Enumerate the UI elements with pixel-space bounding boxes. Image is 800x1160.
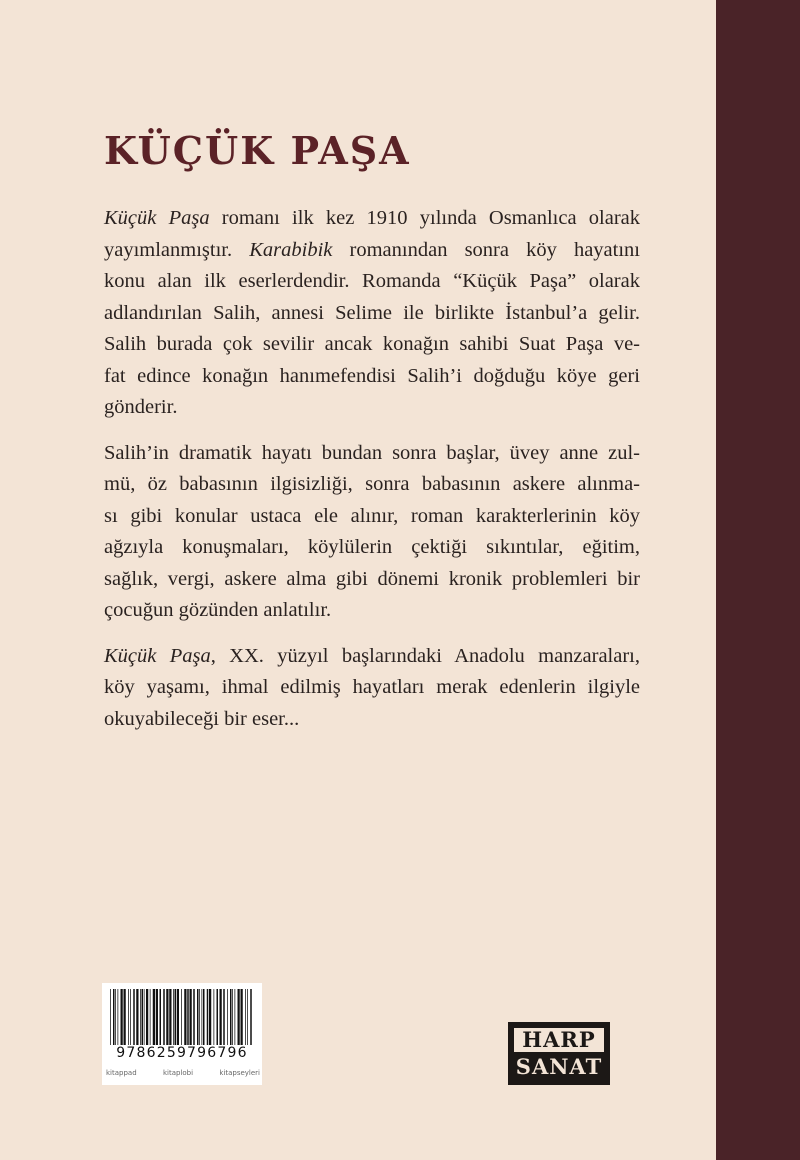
barcode-bar xyxy=(124,989,126,1045)
text-segment: okuyabileceği bir eser... xyxy=(104,707,300,730)
barcode-bar xyxy=(203,989,205,1045)
barcode-bar xyxy=(177,989,179,1045)
book-spine xyxy=(716,0,800,1160)
blurb-line xyxy=(104,361,640,393)
barcode-bar xyxy=(142,989,144,1045)
blurb-line xyxy=(104,501,640,533)
italic-title-reference: Karabibik xyxy=(249,238,333,261)
barcode-bar xyxy=(175,989,177,1045)
barcode-bar xyxy=(144,989,145,1045)
barcode-bar xyxy=(190,989,192,1045)
blurb-line xyxy=(104,704,640,736)
italic-title-reference: Küçük Paşa xyxy=(104,207,210,229)
barcode-bar xyxy=(113,989,115,1045)
retailer-logo-kitapseyleri: kitapseyleri xyxy=(219,1069,260,1077)
blurb-line xyxy=(104,235,640,267)
barcode-bar xyxy=(169,989,171,1045)
barcode-bar xyxy=(187,989,189,1045)
barcode-bar xyxy=(199,989,200,1045)
barcode-bar xyxy=(118,989,119,1045)
isbn-barcode xyxy=(102,983,262,1085)
isbn-number: 9786259796796 xyxy=(116,1045,248,1061)
barcode-bar xyxy=(220,989,222,1045)
barcode-bar xyxy=(245,989,246,1045)
barcode-bar xyxy=(232,989,233,1045)
barcode-bar xyxy=(250,989,252,1045)
barcode-bar xyxy=(227,989,228,1045)
text-segment: ağzıyla konuşmaları, köylülerin çektiği sıkıntılar, eğitim, xyxy=(104,536,640,558)
barcode-bar xyxy=(184,989,186,1045)
barcode-bar xyxy=(146,989,148,1045)
barcode-bar xyxy=(163,989,165,1045)
barcode-bar xyxy=(223,989,225,1045)
blurb-paragraph xyxy=(104,438,640,627)
text-segment: romanından sonra köy hayatını xyxy=(332,238,640,261)
text-segment: , XX. yüzyıl başlarındaki Anadolu manzaraları, xyxy=(210,644,640,667)
text-segment: adlandırılan Salih, annesi Selime ile birlikte İstanbul’a gelir. xyxy=(104,301,640,324)
blurb-line xyxy=(104,641,640,673)
barcode-bar xyxy=(133,989,135,1045)
blurb-line xyxy=(104,298,640,330)
barcode-bar xyxy=(202,989,203,1045)
book-title: KÜÇÜK PAŞA xyxy=(104,128,411,173)
barcode-bar xyxy=(130,989,131,1045)
blurb-line xyxy=(104,392,640,424)
barcode-bars xyxy=(108,989,256,1045)
text-segment: gönderir. xyxy=(104,396,178,418)
barcode-bar xyxy=(181,989,182,1045)
barcode-bar xyxy=(110,989,111,1045)
blurb-line xyxy=(104,595,640,627)
barcode-bar xyxy=(230,989,232,1045)
barcode-bar xyxy=(166,989,168,1045)
text-segment: Salih’in dramatik hayatı bundan sonra başlar, üvey anne zul- xyxy=(104,441,640,464)
blurb-line xyxy=(104,672,640,704)
barcode-bar xyxy=(207,989,209,1045)
text-segment: sı gibi konular ustaca ele alınır, roman karakterlerinin köy xyxy=(104,504,640,527)
text-segment: Salih burada çok sevilir ancak konağın sahibi Suat Paşa ve- xyxy=(104,333,640,355)
barcode-bar xyxy=(128,989,129,1045)
barcode-bar xyxy=(156,989,158,1045)
publisher-logo xyxy=(508,1022,610,1085)
barcode-bar xyxy=(209,989,211,1045)
blurb-line xyxy=(104,438,640,470)
blurb-line xyxy=(104,532,640,564)
barcode-bar xyxy=(217,989,219,1045)
barcode-bar xyxy=(121,989,123,1045)
blurb-paragraph xyxy=(104,641,640,736)
blurb-line xyxy=(104,564,640,596)
barcode-bar xyxy=(160,989,162,1045)
blurb-paragraph xyxy=(104,203,640,424)
text-segment: mü, öz babasının ilgisizliği, sonra babasının askere alınma- xyxy=(104,473,640,495)
barcode-bar xyxy=(150,989,151,1045)
text-segment: romanı ilk kez 1910 yılında Osmanlıca olarak xyxy=(209,207,640,229)
barcode-bar xyxy=(241,989,243,1045)
text-segment: sağlık, vergi, askere alma gibi dönemi kronik problemleri bir xyxy=(104,567,640,590)
barcode-bar xyxy=(193,989,195,1045)
retailer-logos xyxy=(106,1069,260,1077)
retailer-logo-kitappad: kitappad xyxy=(106,1069,137,1077)
text-segment: köy yaşamı, ihmal edilmiş hayatları merak edenlerin ilgiyle xyxy=(104,676,640,698)
barcode-bar xyxy=(115,989,116,1045)
publisher-logo-line2: SANAT xyxy=(515,1054,603,1079)
text-segment: fat edince konağın hanımefendisi Salih’i doğduğu köye geri xyxy=(104,364,640,387)
barcode-bar xyxy=(238,989,240,1045)
blurb-line xyxy=(104,203,640,235)
retailer-logo-kitaplobi: kitaplobi xyxy=(162,1069,194,1077)
italic-title-reference: Küçük Paşa xyxy=(104,644,211,667)
blurb-line xyxy=(104,329,640,361)
barcode-bar xyxy=(136,989,138,1045)
barcode-bar xyxy=(235,989,236,1045)
publisher-logo-line1: HARP xyxy=(514,1028,604,1052)
blurb-line xyxy=(104,266,640,298)
barcode-bar xyxy=(214,989,215,1045)
barcode-bar xyxy=(140,989,141,1045)
text-segment: çocuğun gözünden anlatılır. xyxy=(104,599,332,621)
barcode-bar xyxy=(197,989,199,1045)
back-cover-blurb xyxy=(104,203,640,749)
barcode-bar xyxy=(247,989,248,1045)
barcode-bar xyxy=(153,989,155,1045)
barcode-bar xyxy=(173,989,174,1045)
text-segment: yayımlanmıştır. xyxy=(104,238,250,261)
text-segment: konu alan ilk eserlerdendir. Romanda “Küçük Paşa” olarak xyxy=(104,270,640,292)
blurb-line xyxy=(104,469,640,501)
